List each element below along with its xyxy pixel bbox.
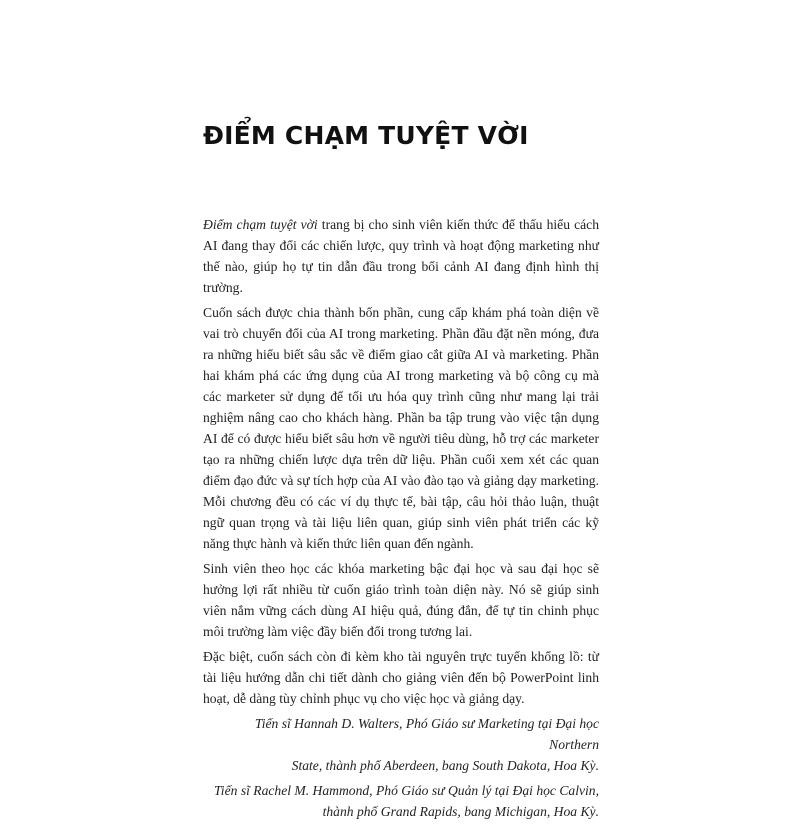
endorsement — [203, 780, 599, 822]
paragraph-structure: Cuốn sách được chia thành bốn phần, cung cấp khám phá toàn diện về vai trò chuyển đổi của AI trong marketing. Phần đầu đặt nền móng, đưa ra những hiểu biết sâu sắc về điểm giao cắt giữa AI và marketing. Phần hai khám phá các ứng dụng của AI trong marketing và bộ công cụ mà các marketer sử dụng để tối ưu hóa quy trình cũng như mang lại trải nghiệm nâng cao cho khách hàng. Phần ba tập trung vào việc tận dụng AI để có được hiểu biết sâu hơn về người tiêu dùng, hỗ trợ các marketer tạo ra những chiến lược dựa trên dữ liệu. Phần cuối xem xét các quan điểm đạo đức và sự tích hợp của AI vào đào tạo và giảng dạy marketing. Mỗi chương đều có các ví dụ thực tế, bài tập, câu hỏi thảo luận, thuật ngữ quan trọng và tài liệu liên quan, giúp sinh viên phát triển các kỹ năng thực hành và kiến thức liên quan đến ngành. — [203, 305, 599, 551]
paragraph-intro — [203, 214, 599, 298]
paragraph-intro-text: trang bị cho sinh viên kiến thức để thấu hiểu cách AI đang thay đổi các chiến lược, quy trình và hoạt động marketing như thế nào, giúp họ tự tin dẫn đầu trong bối cảnh AI đang định hình thị trường. — [203, 217, 599, 295]
endorsement-line: thành phố Grand Rapids, bang Michigan, Hoa Kỳ. — [322, 804, 599, 819]
book-title-italic: Điểm chạm tuyệt vời — [203, 217, 318, 232]
endorsement-line: State, thành phố Aberdeen, bang South Dakota, Hoa Kỳ. — [291, 758, 599, 773]
endorsement-line: Tiến sĩ Hannah D. Walters, Phó Giáo sư Marketing tại Đại học Northern — [254, 716, 599, 752]
endorsement — [203, 713, 599, 776]
page-title: ĐIỂM CHẠM TUYỆT VỜI — [203, 121, 529, 150]
paragraph-resources: Đặc biệt, cuốn sách còn đi kèm kho tài nguyên trực tuyến khổng lồ: từ tài liệu hướng dẫn chi tiết dành cho giảng viên đến bộ PowerPoint linh hoạt, dễ dàng tùy chỉnh phục vụ cho việc học và giảng dạy. — [203, 649, 599, 706]
endorsement-line: Tiến sĩ Rachel M. Hammond, Phó Giáo sư Quản lý tại Đại học Calvin, — [214, 783, 599, 798]
description-body — [203, 214, 599, 826]
paragraph-audience: Sinh viên theo học các khóa marketing bậc đại học và sau đại học sẽ hưởng lợi rất nhiều từ cuốn giáo trình toàn diện này. Nó sẽ giúp sinh viên nắm vững cách dùng AI hiệu quả, đúng đắn, để tự tin chinh phục môi trường làm việc đầy biến đổi trong tương lai. — [203, 561, 599, 639]
